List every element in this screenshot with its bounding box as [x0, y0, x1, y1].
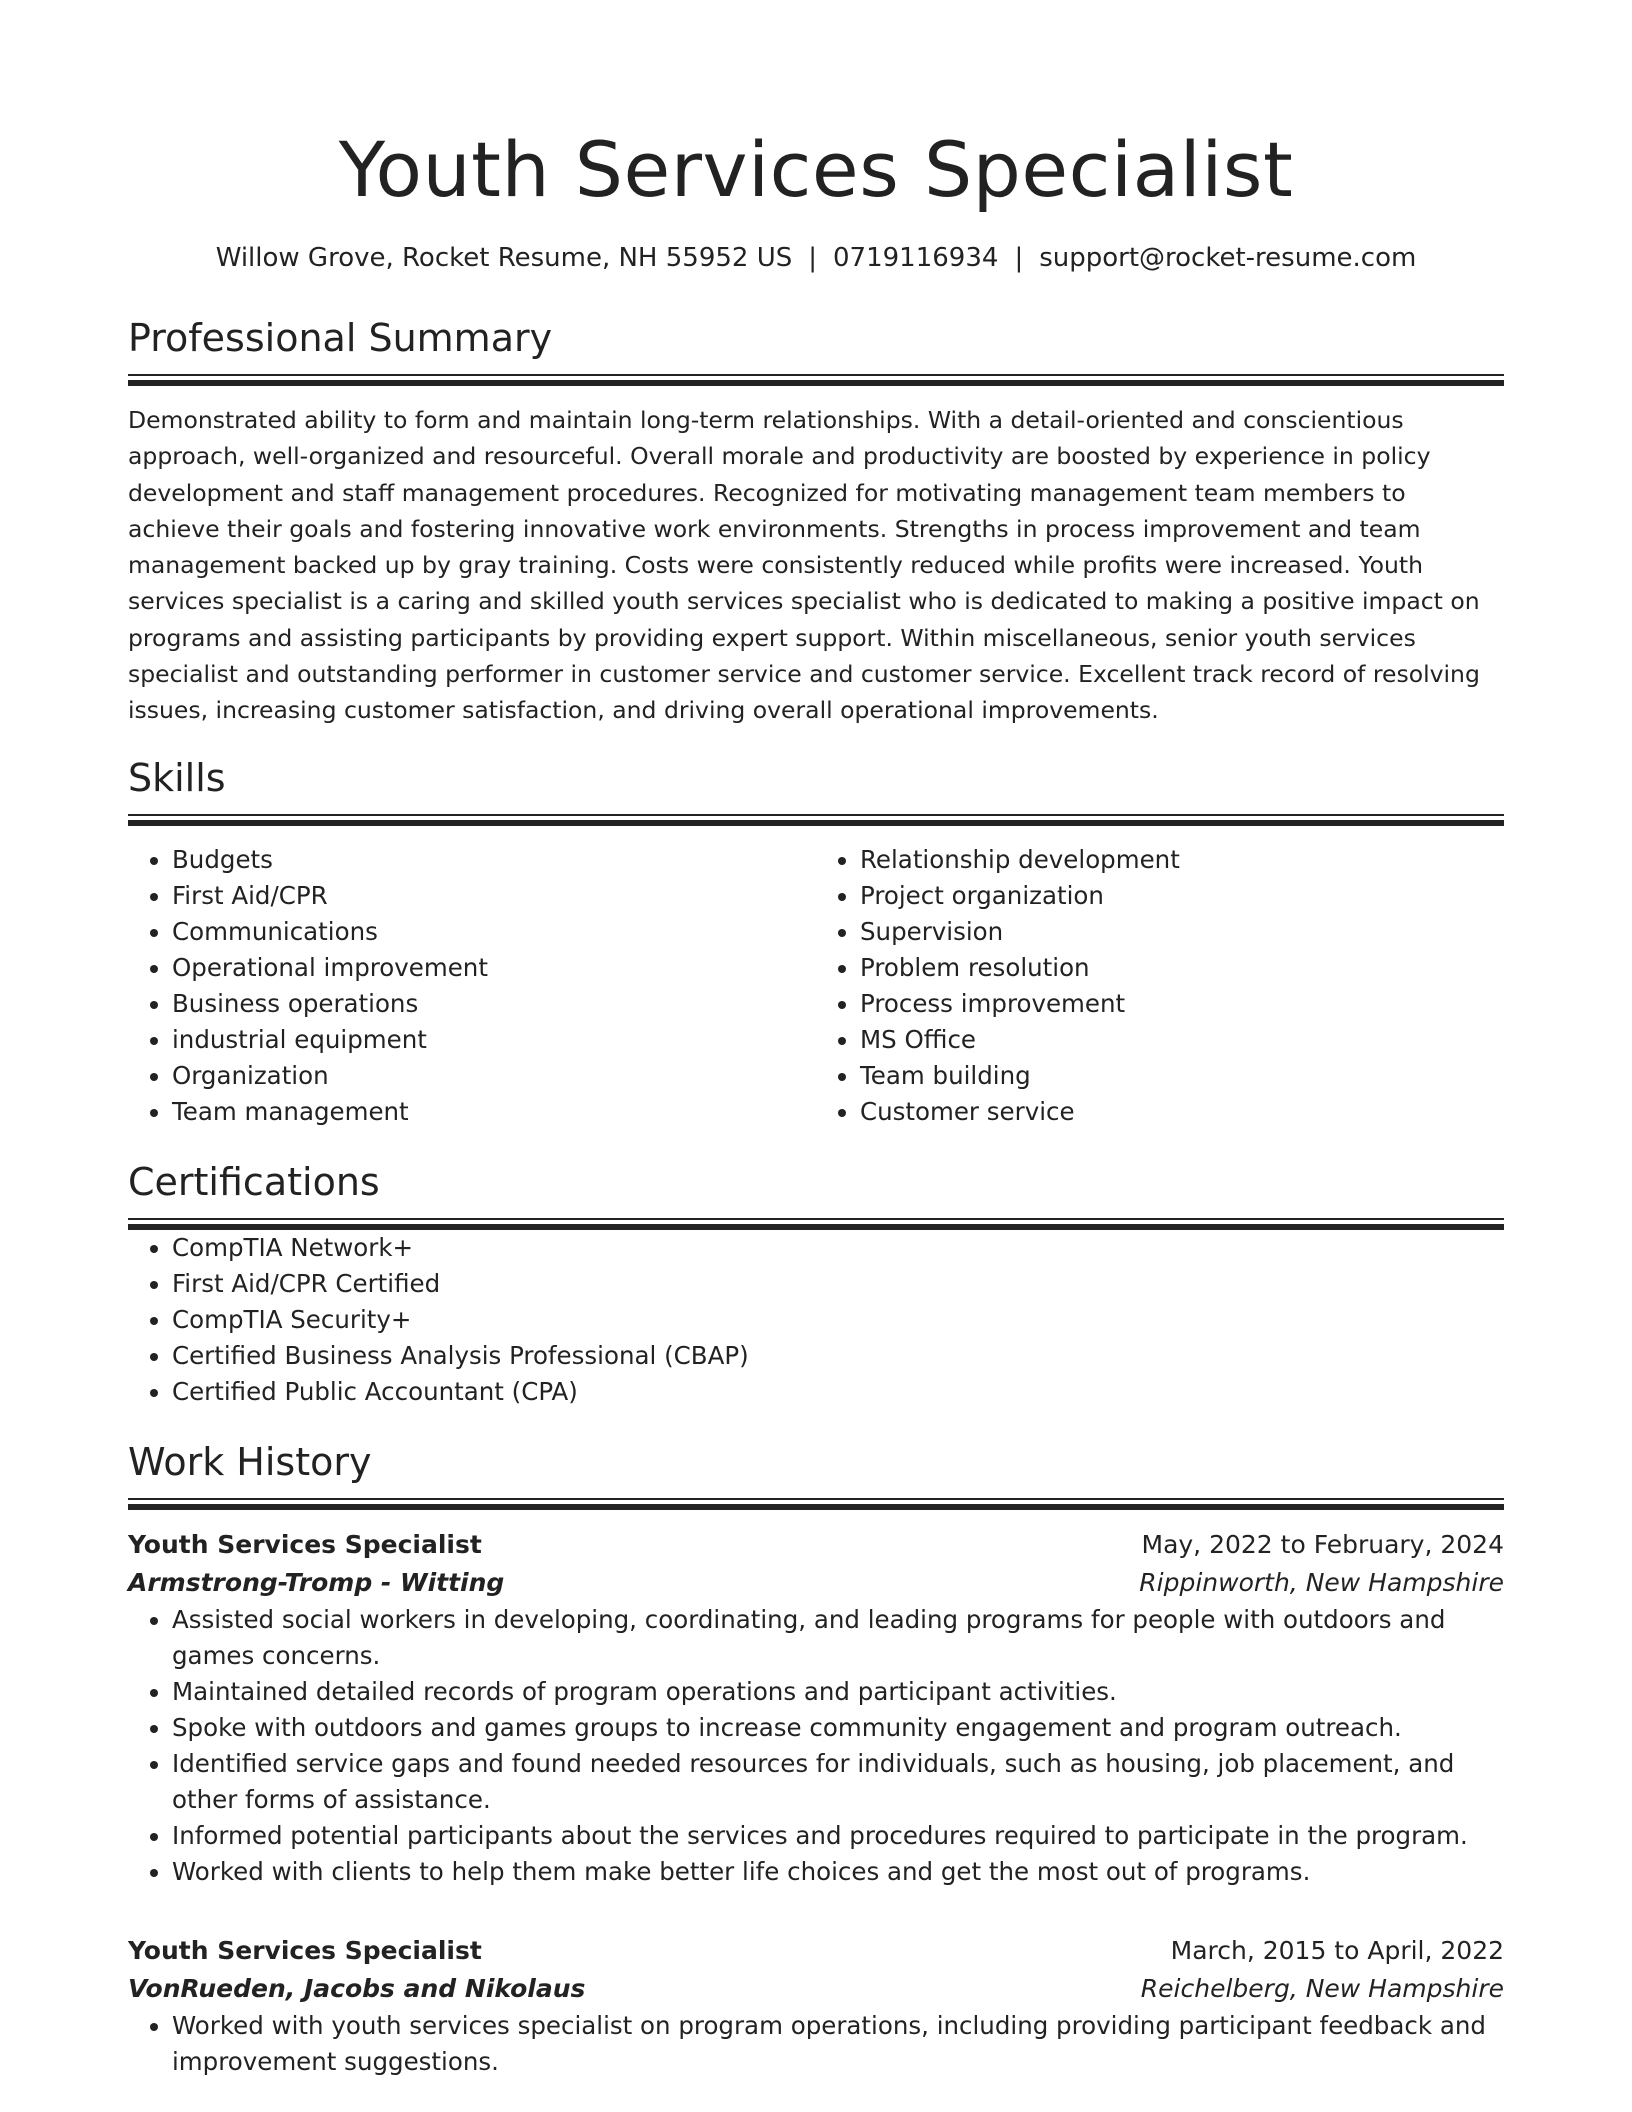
skill-item: • Process improvement	[860, 986, 1504, 1022]
skill-item: • industrial equipment	[172, 1022, 816, 1058]
skill-item: • Problem resolution	[860, 950, 1504, 986]
certification-item: • CompTIA Security+	[172, 1302, 1504, 1338]
skill-item: • Customer service	[860, 1094, 1504, 1130]
skill-item: • Organization	[172, 1058, 816, 1094]
section-divider	[128, 1498, 1504, 1510]
skill-item: • Communications	[172, 914, 816, 950]
job-bullet: • Assisted social workers in developing, coordinating, and leading programs for people with outdoors and games concerns.	[172, 1602, 1504, 1674]
contact-email: support@rocket-resume.com	[1039, 243, 1417, 273]
skills-grid	[128, 842, 1504, 1130]
contact-phone: 0719116934	[833, 243, 999, 273]
contact-separator: |	[1014, 243, 1024, 273]
skill-item: • Business operations	[172, 986, 816, 1022]
job-header-row	[128, 1932, 1504, 1970]
section-title-work-history: Work History	[128, 1440, 372, 1485]
resume-name: Youth Services Specialist	[338, 125, 1294, 214]
certification-item: • Certified Business Analysis Professional (CBAP)	[172, 1338, 1504, 1374]
section-divider	[128, 374, 1504, 386]
job-location: Rippinworth, New Hampshire	[1139, 1568, 1504, 1598]
job-company: VonRueden, Jacobs and Nikolaus	[128, 1974, 586, 2004]
skill-item: • Project organization	[860, 878, 1504, 914]
section-title-skills: Skills	[128, 756, 226, 801]
job-bullet: • Worked with youth services specialist on program operations, including providing participant feedback and improvement suggestions.	[172, 2008, 1504, 2080]
section-divider	[128, 814, 1504, 826]
job-bullet: • Informed potential participants about the services and procedures required to participate in the program.	[172, 1818, 1504, 1854]
contact-line	[128, 240, 1504, 276]
skill-item: • Supervision	[860, 914, 1504, 950]
job-bullet: • Worked with clients to help them make better life choices and get the most out of programs.	[172, 1854, 1504, 1890]
skill-item: • Operational improvement	[172, 950, 816, 986]
job-bullet: • Maintained detailed records of program operations and participant activities.	[172, 1674, 1504, 1710]
skill-item: • MS Office	[860, 1022, 1504, 1058]
contact-separator: |	[808, 243, 818, 273]
job-dates: March, 2015 to April, 2022	[1170, 1936, 1504, 1966]
certification-item: • First Aid/CPR Certified	[172, 1266, 1504, 1302]
skill-item: • Team management	[172, 1094, 816, 1130]
skill-item: • First Aid/CPR	[172, 878, 816, 914]
job-header-row	[128, 1526, 1504, 1564]
skills-list-left	[128, 842, 816, 1130]
job-title: Youth Services Specialist	[128, 1936, 482, 1966]
skill-item: • Relationship development	[860, 842, 1504, 878]
job-bullets	[128, 2008, 1504, 2080]
summary-section	[128, 312, 1504, 729]
section-title-certifications: Certifications	[128, 1160, 380, 1205]
job-subheader-row	[128, 1970, 1504, 2008]
skills-list-right	[816, 842, 1504, 1130]
certifications-list	[128, 1230, 1504, 1410]
skill-item: • Team building	[860, 1058, 1504, 1094]
job-title: Youth Services Specialist	[128, 1530, 482, 1560]
summary-text: Demonstrated ability to form and maintain long-term relationships. With a detail-oriented and conscientious approach, well-organized and resourceful. Overall morale and productivity are boosted by experience in policy development and staff management procedures. Recognized for motivating management team members to achieve their goals and fostering innovative work environments. Strengths in process improvement and team management backed up by gray training. Costs were consistently reduced while profits were increased. Youth services specialist is a caring and skilled youth services specialist who is dedicated to making a positive impact on programs and assisting participants by providing expert support. Within miscellaneous, senior youth services specialist and outstanding performer in customer service and customer service. Excellent track record of resolving issues, increasing customer satisfaction, and driving overall operational improvements.	[128, 406, 1480, 725]
job-bullets	[128, 1602, 1504, 1890]
certification-item: • CompTIA Network+	[172, 1230, 1504, 1266]
job-entry	[128, 1932, 1504, 2080]
job-subheader-row	[128, 1564, 1504, 1602]
job-company: Armstrong-Tromp - Witting	[128, 1568, 505, 1598]
contact-address: Willow Grove, Rocket Resume, NH 55952 US	[215, 243, 793, 273]
section-title-summary: Professional Summary	[128, 316, 553, 360]
job-entry	[128, 1526, 1504, 1890]
certifications-section	[128, 1156, 1504, 1410]
skill-item: • Budgets	[172, 842, 816, 878]
job-bullet: • Identified service gaps and found needed resources for individuals, such as housing, job placement, and other forms of assistance.	[172, 1746, 1504, 1818]
skills-section	[128, 752, 1504, 1130]
certification-item: • Certified Public Accountant (CPA)	[172, 1374, 1504, 1410]
section-divider	[128, 1218, 1504, 1230]
job-bullet: • Spoke with outdoors and games groups to increase community engagement and program outreach.	[172, 1710, 1504, 1746]
job-dates: May, 2022 to February, 2024	[1141, 1530, 1504, 1560]
work-history-section	[128, 1436, 1504, 2080]
job-location: Reichelberg, New Hampshire	[1140, 1974, 1504, 2004]
